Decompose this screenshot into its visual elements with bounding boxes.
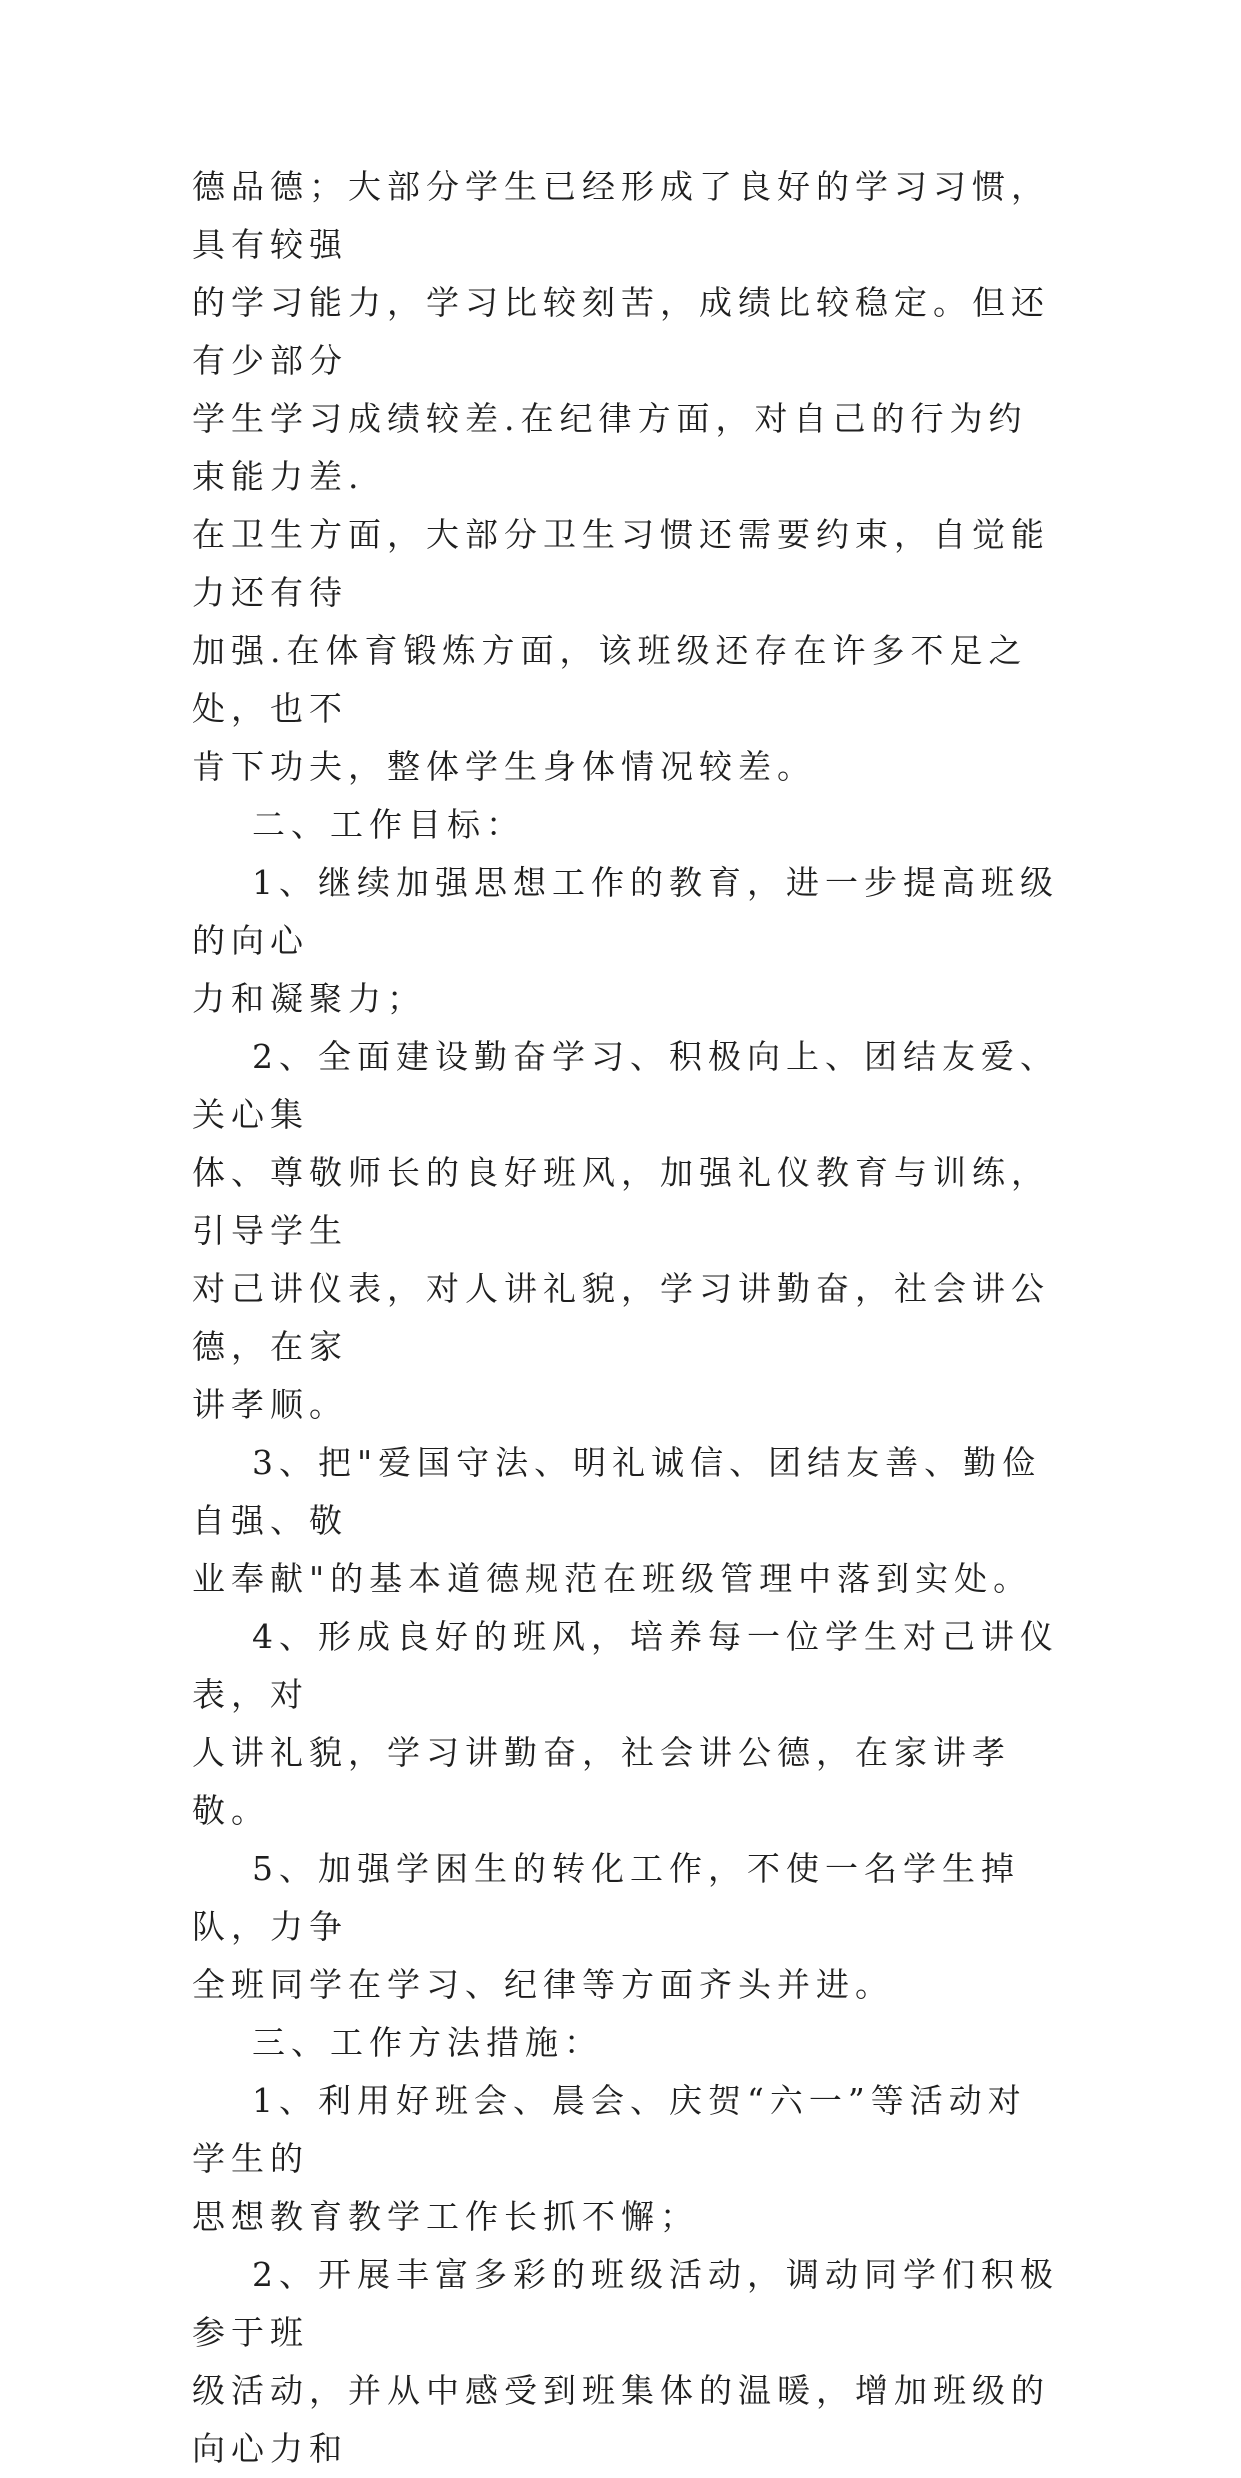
method-item-1 [192, 2072, 1062, 2246]
text-line: 4、形成良好的班风，培养每一位学生对己讲仪表，对 [192, 1617, 1059, 1714]
text-line: 三、工作方法措施： [252, 2023, 603, 2062]
goal-item-4 [192, 1608, 1062, 1840]
method-item-2 [192, 2246, 1062, 2478]
text-line: 业奉献"的基本道德规范在班级管理中落到实处。 [192, 1559, 1033, 1598]
text-line: 2、全面建设勤奋学习、积极向上、团结友爱、关心集 [192, 1037, 1059, 1134]
text-line: 人讲礼貌，学习讲勤奋，社会讲公德，在家讲孝敬。 [192, 1733, 1011, 1830]
text-line: 学生学习成绩较差.在纪律方面，对自己的行为约束能力差. [192, 399, 1028, 496]
text-line: 讲孝顺。 [192, 1385, 348, 1424]
text-line: 力和凝聚力； [192, 979, 426, 1018]
text-line: 肯下功夫，整体学生身体情况较差。 [192, 747, 816, 786]
goal-item-5 [192, 1840, 1062, 2014]
goal-item-3 [192, 1434, 1062, 1608]
text-line: 体、尊敬师长的良好班风，加强礼仪教育与训练，引导学生 [192, 1153, 1050, 1250]
document-body [192, 158, 1062, 2478]
text-line: 德品德；大部分学生已经形成了良好的学习习惯，具有较强 [192, 167, 1050, 264]
text-line: 2、开展丰富多彩的班级活动，调动同学们积极参于班 [192, 2255, 1059, 2352]
text-line: 对己讲仪表，对人讲礼貌，学习讲勤奋，社会讲公德，在家 [192, 1269, 1050, 1366]
text-line: 的学习能力，学习比较刻苦，成绩比较稳定。但还有少部分 [192, 283, 1050, 380]
text-line: 级活动，并从中感受到班集体的温暖，增加班级的向心力和 [192, 2371, 1050, 2468]
text-line: 1、继续加强思想工作的教育，进一步提高班级的向心 [192, 863, 1059, 960]
goal-item-2 [192, 1028, 1062, 1434]
text-line: 1、利用好班会、晨会、庆贺“六一”等活动对学生的 [192, 2081, 1027, 2178]
text-line: 5、加强学困生的转化工作，不使一名学生掉队，力争 [192, 1849, 1020, 1946]
section-heading-methods [192, 2014, 1062, 2072]
paragraph-class-situation [192, 158, 1062, 796]
goal-item-1 [192, 854, 1062, 1028]
text-line: 二、工作目标： [252, 805, 525, 844]
text-line: 加强.在体育锻炼方面，该班级还存在许多不足之处，也不 [192, 631, 1028, 728]
text-line: 3、把"爱国守法、明礼诚信、团结友善、勤俭自强、敬 [192, 1443, 1042, 1540]
section-heading-goals [192, 796, 1062, 854]
text-line: 思想教育教学工作长抓不懈； [192, 2197, 699, 2236]
text-line: 在卫生方面，大部分卫生习惯还需要约束，自觉能力还有待 [192, 515, 1050, 612]
text-line: 全班同学在学习、纪律等方面齐头并进。 [192, 1965, 894, 2004]
